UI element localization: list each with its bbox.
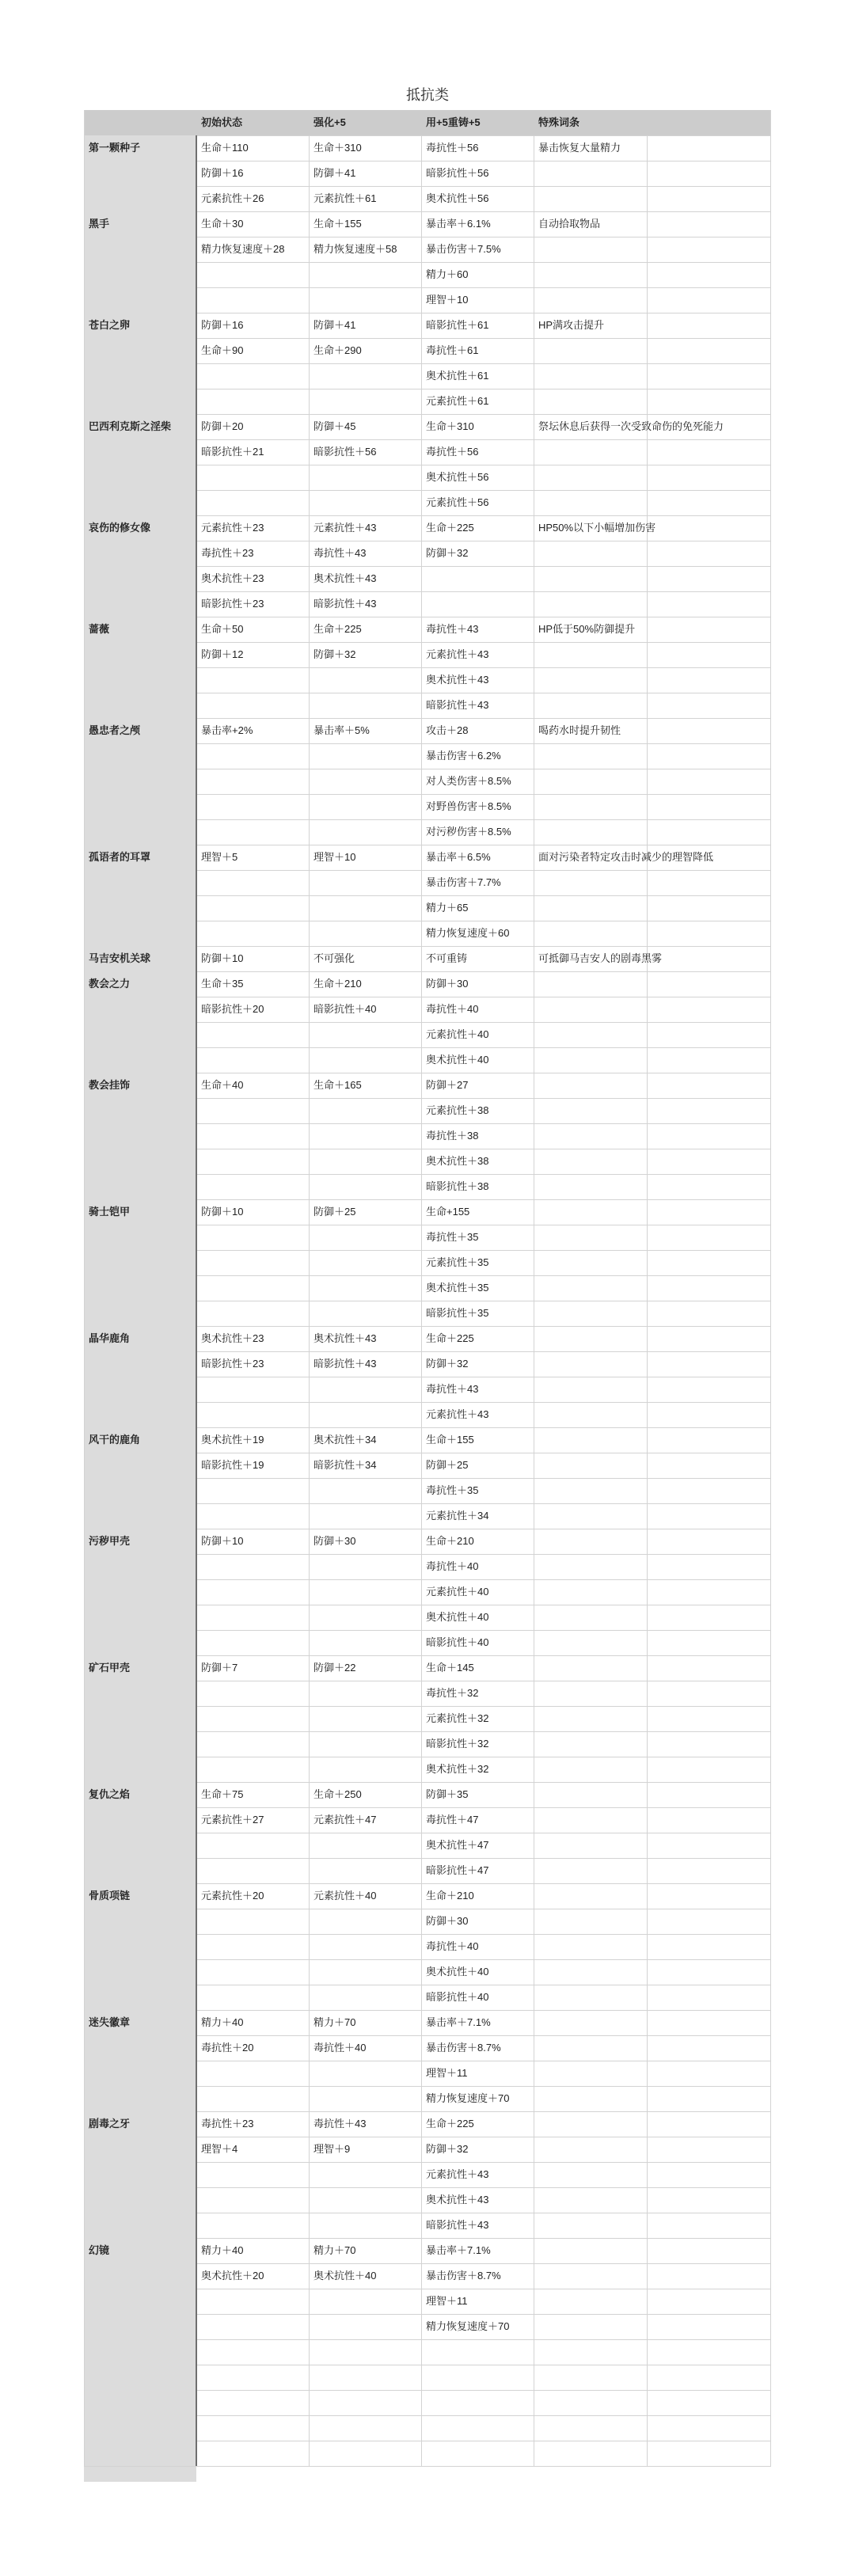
table-cell: 毒抗性＋40: [426, 1003, 479, 1015]
table-cell: 奥术抗性＋38: [426, 1155, 489, 1167]
table-cell: 生命＋225: [426, 522, 474, 534]
table-cell: 元素抗性＋43: [426, 648, 489, 660]
table-cell: 奥术抗性＋61: [426, 370, 489, 382]
table-cell: 暴击伤害＋6.2%: [426, 750, 501, 762]
grid-row-line: [84, 2466, 771, 2467]
table-cell: 毒抗性＋32: [426, 1687, 479, 1699]
table-cell: 精力＋40: [201, 2244, 244, 2256]
table-cell: 防御＋41: [314, 167, 356, 179]
table-cell: 防御＋32: [426, 2143, 469, 2155]
table-cell: 生命＋225: [314, 623, 362, 635]
table-cell: 奥术抗性＋47: [426, 1839, 489, 1851]
table-cell: 元素抗性＋26: [201, 192, 264, 204]
table-cell: 防御＋32: [426, 547, 469, 559]
item-name: 愚忠者之颅: [89, 724, 141, 736]
table-cell: 理智＋9: [314, 2143, 351, 2155]
column-header: 初始状态: [201, 116, 243, 128]
table-cell: 暴击率＋5%: [314, 724, 370, 736]
table-cell: 暗影抗性＋61: [426, 319, 489, 331]
table-cell: 精力＋70: [314, 2244, 356, 2256]
table-cell: 精力＋70: [314, 2016, 356, 2028]
table-cell: 防御＋25: [426, 1459, 469, 1471]
table-cell: 奥术抗性＋43: [426, 674, 489, 686]
table-cell: HP50%以下小幅增加伤害: [538, 522, 656, 534]
table-cell: 生命＋110: [201, 142, 249, 154]
table-cell: 生命＋75: [201, 1788, 244, 1800]
table-cell: 防御＋10: [201, 952, 244, 964]
table-cell: 防御＋20: [201, 420, 244, 432]
table-cell: 毒抗性＋43: [426, 1383, 479, 1395]
item-name: 骑士铠甲: [89, 1206, 131, 1218]
table-cell: 暗影抗性＋43: [426, 2219, 489, 2231]
table-cell: 精力＋60: [426, 268, 469, 280]
item-name: 马吉安机关球: [89, 952, 151, 964]
table-cell: 元素抗性＋23: [201, 522, 264, 534]
table-cell: 元素抗性＋20: [201, 1890, 264, 1902]
table-cell: 暗影抗性＋43: [314, 1358, 377, 1370]
table-cell: 防御＋22: [314, 1662, 356, 1674]
table-cell: 毒抗性＋47: [426, 1814, 479, 1826]
table-cell: 元素抗性＋47: [314, 1814, 377, 1826]
table-cell: 理智＋10: [426, 294, 469, 306]
table-cell: 奥术抗性＋40: [314, 2270, 377, 2282]
table-cell: 元素抗性＋35: [426, 1256, 489, 1268]
table-cell: 奥术抗性＋43: [426, 2194, 489, 2206]
page-title: 抵抗类: [406, 87, 449, 103]
table-cell: 暴击恢复大量精力: [538, 142, 621, 154]
item-name: 迷失徽章: [89, 2016, 131, 2028]
table-cell: 精力恢复速度＋60: [426, 927, 510, 939]
table-cell: 暗影抗性＋23: [201, 598, 264, 610]
grid-column-line: [647, 135, 648, 2466]
table-cell: 毒抗性＋43: [426, 623, 479, 635]
table-cell: 元素抗性＋27: [201, 1814, 264, 1826]
column-header: [84, 110, 196, 135]
table-cell: 对人类伤害＋8.5%: [426, 775, 511, 787]
table-cell: 理智＋5: [201, 851, 238, 863]
grid-row-line: [196, 2390, 771, 2391]
table-cell: 防御＋32: [426, 1358, 469, 1370]
table-cell: 理智＋11: [426, 2295, 468, 2307]
table-cell: 生命＋290: [314, 344, 362, 356]
table-cell: 暗影抗性＋43: [314, 598, 377, 610]
item-name: 风干的鹿角: [89, 1434, 141, 1446]
resistance-table: [84, 110, 771, 2482]
table-cell: 暗影抗性＋32: [426, 1738, 489, 1750]
table-cell: 精力＋65: [426, 902, 469, 914]
table-cell: 理智＋11: [426, 2067, 468, 2079]
table-cell: 暗影抗性＋21: [201, 446, 264, 458]
table-cell: 元素抗性＋61: [426, 395, 489, 407]
table-cell: 暗影抗性＋43: [426, 699, 489, 711]
table-cell: 暴击率＋6.1%: [426, 218, 491, 230]
table-cell: 暴击率＋7.1%: [426, 2244, 491, 2256]
table-cell: 元素抗性＋43: [426, 1408, 489, 1420]
grid-row-line: [196, 2339, 771, 2340]
table-cell: 防御＋30: [314, 1535, 356, 1547]
table-cell: 毒抗性＋23: [201, 2118, 254, 2130]
item-name: 孤语者的耳罩: [89, 851, 151, 863]
item-name: 污秽甲壳: [89, 1535, 131, 1547]
table-cell: 生命＋250: [314, 1788, 362, 1800]
table-cell: 毒抗性＋56: [426, 446, 479, 458]
table-cell: 暗影抗性＋56: [426, 167, 489, 179]
table-cell: 暗影抗性＋40: [314, 1003, 377, 1015]
table-cell: 防御＋30: [426, 1915, 469, 1927]
table-cell: 奥术抗性＋56: [426, 471, 489, 483]
table-cell: 奥术抗性＋40: [426, 1054, 489, 1066]
table-cell: 生命＋90: [201, 344, 244, 356]
table-cell: 奥术抗性＋40: [426, 1966, 489, 1978]
table-cell: 理智＋10: [314, 851, 356, 863]
table-cell: 防御＋16: [201, 167, 244, 179]
table-cell: 攻击＋28: [426, 724, 469, 736]
table-cell: 元素抗性＋38: [426, 1104, 489, 1116]
item-name: 复仇之焰: [89, 1788, 131, 1800]
table-cell: 奥术抗性＋56: [426, 192, 489, 204]
table-cell: 生命＋310: [314, 142, 362, 154]
table-cell: 防御＋27: [426, 1079, 469, 1091]
table-cell: 不可重铸: [426, 952, 468, 964]
table-cell: 暗影抗性＋35: [426, 1307, 489, 1319]
table-cell: 生命＋155: [426, 1434, 474, 1446]
table-cell: 元素抗性＋40: [426, 1586, 489, 1598]
table-cell: 奥术抗性＋40: [426, 1611, 489, 1623]
table-cell: 精力恢复速度＋70: [426, 2320, 510, 2332]
table-cell: 暴击伤害＋8.7%: [426, 2270, 501, 2282]
table-cell: 生命＋35: [201, 978, 244, 990]
table-cell: 生命＋50: [201, 623, 244, 635]
table-cell: 暗影抗性＋47: [426, 1864, 489, 1876]
table-cell: 生命＋225: [426, 1332, 474, 1344]
table-cell: 毒抗性＋40: [314, 2042, 367, 2054]
item-name: 晶华鹿角: [89, 1332, 131, 1344]
table-cell: 元素抗性＋34: [426, 1510, 489, 1522]
table-cell: 精力恢复速度＋58: [314, 243, 397, 255]
item-name: 哀伤的修女像: [89, 522, 151, 534]
item-name: 苍白之卵: [89, 319, 131, 331]
item-name: 剧毒之牙: [89, 2118, 131, 2130]
grid-border-line: [770, 110, 771, 2466]
table-cell: 奥术抗性＋43: [314, 1332, 377, 1344]
item-name: 骨质项链: [89, 1890, 131, 1902]
table-cell: 元素抗性＋43: [314, 522, 377, 534]
table-cell: 生命＋30: [201, 218, 244, 230]
table-cell: 奥术抗性＋35: [426, 1282, 489, 1294]
item-name: 巴西利克斯之淫柴: [89, 420, 172, 432]
table-cell: 防御＋10: [201, 1535, 244, 1547]
table-cell: 喝药水时提升韧性: [538, 724, 621, 736]
table-cell: 防御＋25: [314, 1206, 356, 1218]
table-cell: 生命＋310: [426, 420, 474, 432]
table-cell: 暴击伤害＋7.5%: [426, 243, 501, 255]
item-name: 蔷薇: [89, 623, 110, 635]
table-cell: HP满攻击提升: [538, 319, 605, 331]
table-cell: 暗影抗性＋19: [201, 1459, 264, 1471]
item-name: 矿石甲壳: [89, 1662, 131, 1674]
table-cell: 对污秽伤害＋8.5%: [426, 826, 511, 838]
item-name: 教会挂饰: [89, 1079, 131, 1091]
table-cell: 暴击率＋7.1%: [426, 2016, 491, 2028]
table-cell: 精力＋40: [201, 2016, 244, 2028]
table-cell: 生命＋225: [426, 2118, 474, 2130]
table-cell: 暗影抗性＋40: [426, 1991, 489, 2003]
table-cell: 奥术抗性＋32: [426, 1763, 489, 1775]
item-name: 幻镜: [89, 2244, 110, 2256]
table-cell: 奥术抗性＋23: [201, 572, 264, 584]
table-cell: 生命＋165: [314, 1079, 362, 1091]
table-cell: 可抵御马吉安人的剧毒黑雾: [538, 952, 663, 964]
table-cell: 生命+155: [426, 1206, 470, 1218]
item-name: 第一颗种子: [89, 142, 141, 154]
column-header: 强化+5: [314, 116, 346, 128]
table-cell: 生命＋210: [314, 978, 362, 990]
table-cell: 生命＋40: [201, 1079, 244, 1091]
table-cell: 自动拾取物品: [538, 218, 601, 230]
table-cell: 毒抗性＋35: [426, 1231, 479, 1243]
column-header: [647, 110, 771, 135]
table-cell: 精力恢复速度＋28: [201, 243, 285, 255]
table-cell: 暗影抗性＋20: [201, 1003, 264, 1015]
table-cell: 奥术抗性＋20: [201, 2270, 264, 2282]
table-cell: 生命＋210: [426, 1890, 474, 1902]
table-cell: 防御＋41: [314, 319, 356, 331]
table-cell: 毒抗性＋43: [314, 2118, 367, 2130]
table-cell: 防御＋32: [314, 648, 356, 660]
table-cell: 暴击率＋6.5%: [426, 851, 491, 863]
table-cell: 防御＋45: [314, 420, 356, 432]
table-cell: 毒抗性＋40: [426, 1560, 479, 1572]
table-cell: 防御＋16: [201, 319, 244, 331]
table-cell: 防御＋30: [426, 978, 469, 990]
table-cell: 元素抗性＋61: [314, 192, 377, 204]
table-cell: 元素抗性＋40: [426, 1028, 489, 1040]
grid-row-line: [196, 2415, 771, 2416]
column-header: 用+5重铸+5: [426, 116, 481, 128]
table-cell: 元素抗性＋56: [426, 496, 489, 508]
table-cell: 元素抗性＋32: [426, 1712, 489, 1724]
table-cell: 元素抗性＋40: [314, 1890, 377, 1902]
table-cell: 暗影抗性＋34: [314, 1459, 377, 1471]
table-cell: 面对污染者特定攻击时减少的理智降低: [538, 851, 714, 863]
table-cell: 不可强化: [314, 952, 355, 964]
table-cell: 暗影抗性＋40: [426, 1636, 489, 1648]
table-cell: 暴击率+2%: [201, 724, 253, 736]
table-cell: 奥术抗性＋34: [314, 1434, 377, 1446]
table-cell: 暗影抗性＋56: [314, 446, 377, 458]
table-cell: 对野兽伤害＋8.5%: [426, 800, 511, 812]
column-header: 特殊词条: [538, 116, 580, 128]
table-cell: 毒抗性＋61: [426, 344, 479, 356]
table-cell: 生命＋155: [314, 218, 362, 230]
table-cell: 防御＋12: [201, 648, 244, 660]
table-cell: 防御＋35: [426, 1788, 469, 1800]
table-cell: 精力恢复速度＋70: [426, 2092, 510, 2104]
table-cell: 毒抗性＋38: [426, 1130, 479, 1142]
table-cell: 毒抗性＋35: [426, 1484, 479, 1496]
table-cell: HP低于50%防御提升: [538, 623, 636, 635]
table-cell: 暴击伤害＋8.7%: [426, 2042, 501, 2054]
table-cell: 暗影抗性＋38: [426, 1180, 489, 1192]
table-cell: 防御＋7: [201, 1662, 238, 1674]
table-cell: 奥术抗性＋43: [314, 572, 377, 584]
table-cell: 毒抗性＋43: [314, 547, 367, 559]
item-name: 教会之力: [89, 978, 131, 990]
table-cell: 生命＋145: [426, 1662, 474, 1674]
table-cell: 防御＋10: [201, 1206, 244, 1218]
table-cell: 祭坛休息后获得一次受致命伤的免死能力: [538, 420, 724, 432]
table-cell: 毒抗性＋20: [201, 2042, 254, 2054]
table-cell: 毒抗性＋23: [201, 547, 254, 559]
item-name: 黑手: [89, 218, 110, 230]
table-cell: 生命＋210: [426, 1535, 474, 1547]
table-cell: 理智＋4: [201, 2143, 238, 2155]
table-cell: 奥术抗性＋23: [201, 1332, 264, 1344]
table-cell: 奥术抗性＋19: [201, 1434, 264, 1446]
table-cell: 暴击伤害＋7.7%: [426, 876, 501, 888]
table-cell: 毒抗性＋40: [426, 1940, 479, 1952]
table-cell: 暗影抗性＋23: [201, 1358, 264, 1370]
table-cell: 元素抗性＋43: [426, 2168, 489, 2180]
table-cell: 毒抗性＋56: [426, 142, 479, 154]
